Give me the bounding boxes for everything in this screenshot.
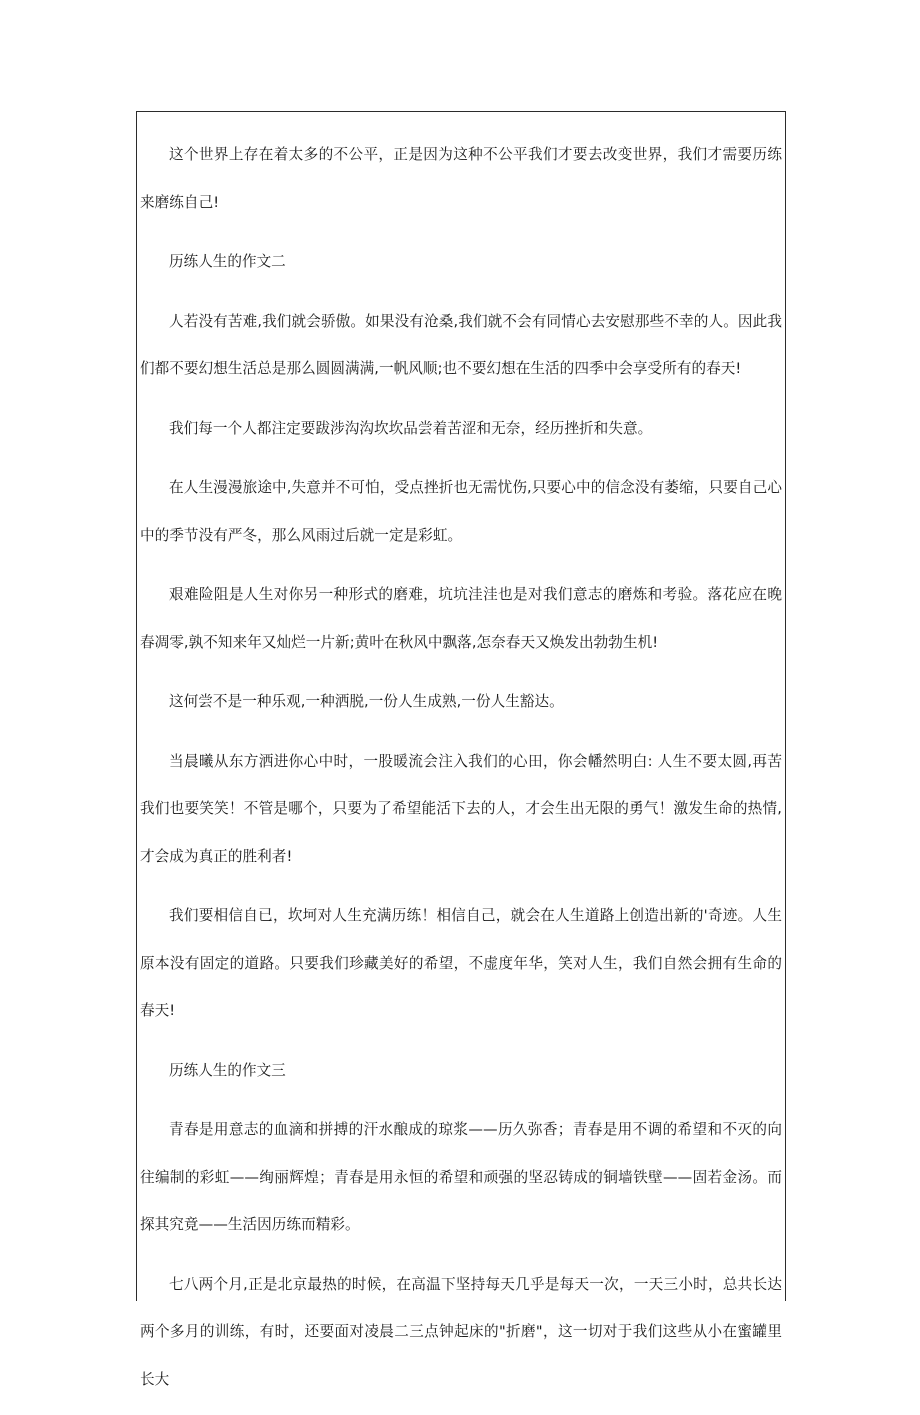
paragraph: 这个世界上存在着太多的不公平，正是因为这种不公平我们才要去改变世界，我们才需要历练来磨练自己! <box>140 146 782 211</box>
section-heading: 历练人生的作文三 <box>169 1061 286 1079</box>
paragraph: 当晨曦从东方洒进你心中时，一股暖流会注入我们的心田，你会幡然明白: 人生不要太圆,再苦我们也要笑笑！不管是哪个，只要为了希望能活下去的人，才会生出无限的勇气！激发生命的热情,才会成为真正的胜利者! <box>140 752 782 865</box>
paragraph: 人若没有苦难,我们就会骄傲。如果没有沧桑,我们就不会有同情心去安慰那些不幸的人。因此我们都不要幻想生活总是那么圆圆满满,一帆风顺;也不要幻想在生活的四季中会享受所有的春天! <box>140 312 782 377</box>
section-heading: 历练人生的作文二 <box>169 253 286 270</box>
paragraph: 我们要相信自已，坎坷对人生充满历练！相信自己，就会在人生道路上创造出新的'奇迹。人生原本没有固定的道路。只要我们珍藏美好的希望，不虚度年华，笑对人生，我们自然会拥有生命的春天! <box>140 907 782 1019</box>
paragraph: 在人生漫漫旅途中,失意并不可怕，受点挫折也无需忧伤,只要心中的信念没有萎缩，只要自己心中的季节没有严冬，那么风雨过后就一定是彩虹。 <box>140 479 782 544</box>
page-frame <box>136 111 786 1388</box>
paragraph: 这何尝不是一种乐观,一种洒脱,一份人生成熟,一份人生豁达。 <box>169 693 564 710</box>
paragraph: 艰难险阻是人生对你另一种形式的磨难，坑坑洼洼也是对我们意志的磨炼和考验。落花应在晚春凋零,孰不知来年又灿烂一片新;黄叶在秋风中飘落,怎奈春天又焕发出勃勃生机! <box>140 586 782 651</box>
paragraph: 青春是用意志的血滴和拼搏的汗水酿成的琼浆——历久弥香；青春是用不调的希望和不灭的向往编制的彩虹——绚丽辉煌；青春是用永恒的希望和顽强的坚忍铸成的铜墙铁壁——固若金汤。而探其究竟——生活因历练而精彩。 <box>140 1121 782 1233</box>
paragraph: 七八两个月,正是北京最热的时候，在高温下坚持每天几乎是每天一次，一天三小时，总共长达两个多月的训练，有时，还要面对凌晨二三点钟起床的"折磨"，这一切对于我们这些从小在蜜罐里长大 <box>140 1275 782 1388</box>
document-body <box>137 131 785 1415</box>
paragraph: 我们每一个人都注定要跋涉沟沟坎坎品尝着苦涩和无奈，经历挫折和失意。 <box>169 419 653 437</box>
